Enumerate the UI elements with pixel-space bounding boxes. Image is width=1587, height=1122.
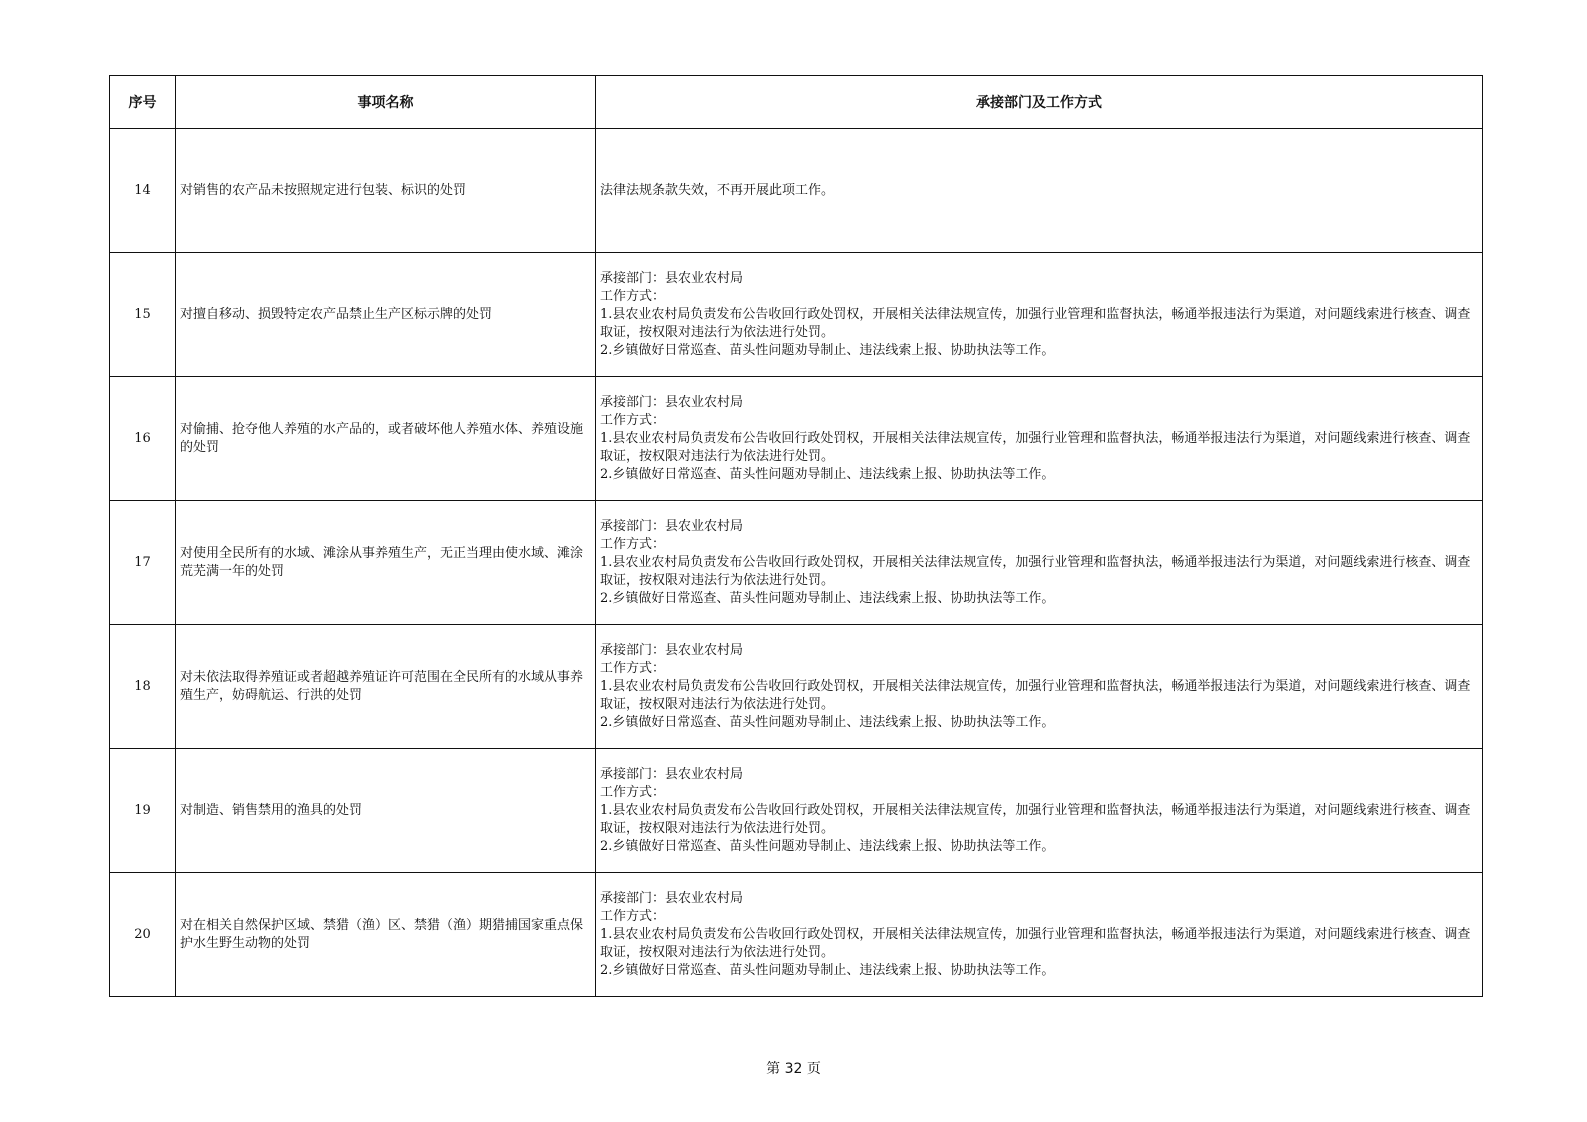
dept-method (596, 873, 1483, 997)
item-name: 对销售的农产品未按照规定进行包装、标识的处罚 (176, 129, 596, 253)
dept-method-line: 1.县农业农村局负责发布公告收回行政处罚权，开展相关法律法规宣传，加强行业管理和监督执法，畅通举报违法行为渠道，对问题线索进行核查、调查取证，按权限对违法行为依法进行处罚。 (600, 554, 1471, 588)
dept-method-line: 2.乡镇做好日常巡查、苗头性问题劝导制止、违法线索上报、协助执法等工作。 (600, 466, 1055, 482)
dept-method-line: 1.县农业农村局负责发布公告收回行政处罚权，开展相关法律法规宣传，加强行业管理和监督执法，畅通举报违法行为渠道，对问题线索进行核查、调查取证，按权限对违法行为依法进行处罚。 (600, 802, 1471, 836)
dept-method-line: 1.县农业农村局负责发布公告收回行政处罚权，开展相关法律法规宣传，加强行业管理和监督执法，畅通举报违法行为渠道，对问题线索进行核查、调查取证，按权限对违法行为依法进行处罚。 (600, 678, 1471, 712)
dept-method-line: 承接部门：县农业农村局 (600, 518, 744, 534)
item-name: 对偷捕、抢夺他人养殖的水产品的，或者破坏他人养殖水体、养殖设施的处罚 (176, 377, 596, 501)
item-name: 对未依法取得养殖证或者超越养殖证许可范围在全民所有的水域从事养殖生产，妨碍航运、行洪的处罚 (176, 625, 596, 749)
dept-method-line: 2.乡镇做好日常巡查、苗头性问题劝导制止、违法线索上报、协助执法等工作。 (600, 838, 1055, 854)
dept-method-line: 2.乡镇做好日常巡查、苗头性问题劝导制止、违法线索上报、协助执法等工作。 (600, 714, 1055, 730)
dept-method-line: 法律法规条款失效，不再开展此项工作。 (600, 182, 835, 198)
dept-method (596, 749, 1483, 873)
table-row (110, 873, 1483, 997)
row-number: 19 (110, 749, 176, 873)
dept-method-line: 承接部门：县农业农村局 (600, 890, 744, 906)
dept-method-line: 1.县农业农村局负责发布公告收回行政处罚权，开展相关法律法规宣传，加强行业管理和监督执法，畅通举报违法行为渠道，对问题线索进行核查、调查取证，按权限对违法行为依法进行处罚。 (600, 306, 1471, 340)
dept-method-line: 工作方式： (600, 412, 666, 428)
table-body (110, 129, 1483, 997)
dept-method-line: 工作方式： (600, 908, 666, 924)
items-table (109, 75, 1483, 997)
table-header-row (110, 76, 1483, 129)
dept-method-line: 承接部门：县农业农村局 (600, 766, 744, 782)
table-row (110, 501, 1483, 625)
dept-method-line: 1.县农业农村局负责发布公告收回行政处罚权，开展相关法律法规宣传，加强行业管理和监督执法，畅通举报违法行为渠道，对问题线索进行核查、调查取证，按权限对违法行为依法进行处罚。 (600, 430, 1471, 464)
dept-method-line: 工作方式： (600, 660, 666, 676)
dept-method-line: 1.县农业农村局负责发布公告收回行政处罚权，开展相关法律法规宣传，加强行业管理和监督执法，畅通举报违法行为渠道，对问题线索进行核查、调查取证，按权限对违法行为依法进行处罚。 (600, 926, 1471, 960)
table-row (110, 749, 1483, 873)
table-row (110, 377, 1483, 501)
dept-method-line: 工作方式： (600, 288, 666, 304)
table-row (110, 253, 1483, 377)
page-number: 第 32 页 (766, 1061, 821, 1077)
row-number: 17 (110, 501, 176, 625)
dept-method-line: 承接部门：县农业农村局 (600, 394, 744, 410)
item-name: 对制造、销售禁用的渔具的处罚 (176, 749, 596, 873)
header-no: 序号 (110, 76, 176, 129)
item-name: 对擅自移动、损毁特定农产品禁止生产区标示牌的处罚 (176, 253, 596, 377)
dept-method (596, 377, 1483, 501)
row-number: 15 (110, 253, 176, 377)
table-row (110, 129, 1483, 253)
dept-method-line: 承接部门：县农业农村局 (600, 270, 744, 286)
dept-method-line: 工作方式： (600, 784, 666, 800)
dept-method (596, 501, 1483, 625)
table-row (110, 625, 1483, 749)
item-name: 对使用全民所有的水域、滩涂从事养殖生产，无正当理由使水域、滩涂荒芜满一年的处罚 (176, 501, 596, 625)
dept-method-line: 2.乡镇做好日常巡查、苗头性问题劝导制止、违法线索上报、协助执法等工作。 (600, 342, 1055, 358)
dept-method-line: 承接部门：县农业农村局 (600, 642, 744, 658)
row-number: 16 (110, 377, 176, 501)
dept-method-line: 2.乡镇做好日常巡查、苗头性问题劝导制止、违法线索上报、协助执法等工作。 (600, 962, 1055, 978)
row-number: 14 (110, 129, 176, 253)
item-name: 对在相关自然保护区域、禁猎（渔）区、禁猎（渔）期猎捕国家重点保护水生野生动物的处罚 (176, 873, 596, 997)
dept-method-line: 工作方式： (600, 536, 666, 552)
dept-method (596, 253, 1483, 377)
dept-method (596, 625, 1483, 749)
header-item-name: 事项名称 (176, 76, 596, 129)
row-number: 20 (110, 873, 176, 997)
header-dept-method: 承接部门及工作方式 (596, 76, 1483, 129)
dept-method (596, 129, 1483, 253)
row-number: 18 (110, 625, 176, 749)
dept-method-line: 2.乡镇做好日常巡查、苗头性问题劝导制止、违法线索上报、协助执法等工作。 (600, 590, 1055, 606)
